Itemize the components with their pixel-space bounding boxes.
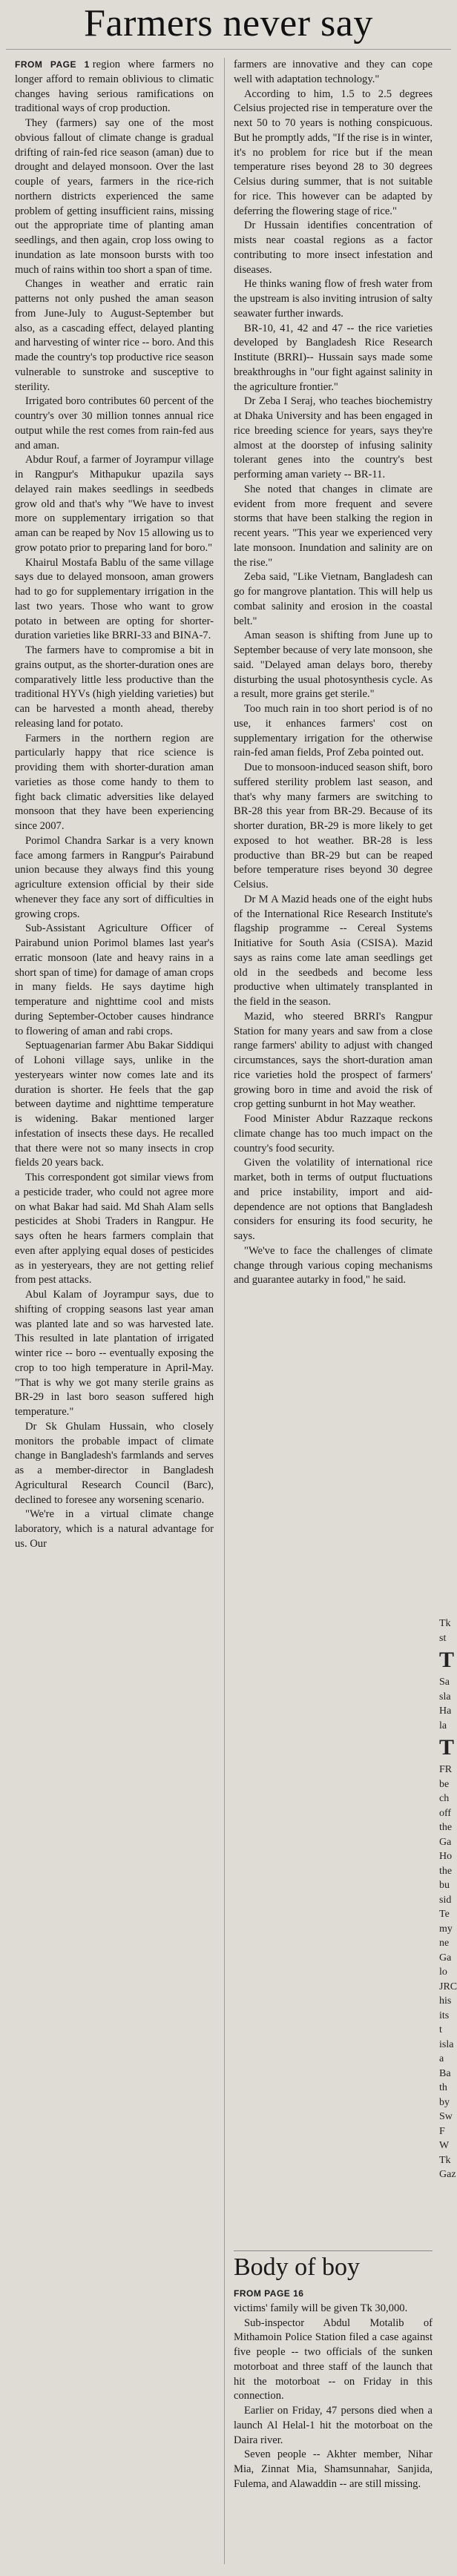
second-story-headline: Body of boy <box>234 2250 433 2282</box>
fragment-line: ne <box>439 1938 450 1949</box>
story-paragraph: According to him, 1.5 to 2.5 degrees Celsius projected rise in temperature over the next 50 to 70 years is nothing conspicuous. But he promptly adds, "If the rise is in winter, it's no problem for rice but if the mean temperature rises beyond 28 to 30 degrees Celsius during summer, that is not suitable for rice. This however can be adapted by deferring the flowering stage of rice." <box>234 87 433 217</box>
fragment-line: JRC <box>439 1981 457 1992</box>
fragment-line: the <box>439 1822 453 1833</box>
fragment-line: his <box>439 1995 452 2007</box>
fragment-line: Ba <box>439 2067 451 2079</box>
story-paragraph: Irrigated boro contributes 60 percent of the country's over 30 million tonnes annual rice output while the rest comes from rain-fed aus and aman. <box>15 395 214 452</box>
story-paragraph: Sub-Assistant Agriculture Officer of Pairabund union Porimol blames last year's erratic monsoon (late and heavy rains in a short span of time) for damage of aman crops in many fields. He says daytime high temperature and nighttime cool and mists during September-October causes hindrance to flowering of aman and rabi crops. <box>15 922 214 1037</box>
fragment-line: Ga <box>439 1836 452 1848</box>
fragment-line: F <box>439 2125 445 2137</box>
fragment-line: Sw <box>439 2111 453 2122</box>
fragment-line: la <box>439 1720 447 1731</box>
story-column-left <box>15 58 214 1552</box>
story-paragraph: farmers are innovative and they can cope well with adaptation technology." <box>234 59 433 85</box>
fragment-line: W <box>439 2140 450 2151</box>
story-paragraph: She noted that changes in climate are evident from more frequent and severe storms that have been stalking the region in recent years. "This year we experienced very late monsoon. Inundation and salinity are on the rise." <box>234 483 433 569</box>
story-paragraph: victims' family will be given Tk 30,000. <box>234 2302 408 2314</box>
story-paragraph: Sub-inspector Abdul Motalib of Mithamoin Police Station filed a case against five people -- two officials of the sunken motorboat and three staff of the launch that hit the motorboat -- on Friday in this connection. <box>234 2316 433 2402</box>
story-paragraph: FROM PAGE 1 region where farmers no longer afford to remain oblivious to climatic changes having serious ramifications on traditional ways of crop production. <box>15 59 214 115</box>
fragment-line: sla <box>439 1691 451 1703</box>
fragment-line: FR <box>439 1764 453 1775</box>
story-paragraph: Abdur Rouf, a farmer of Joyrampur village in Rangpur's Mithapukur upazila says delayed rain makes seedlings in seedbeds grow old and that's why "We have to invest more on supplementary irrigation so that aman can be reaped by Nov 15 allowing us to grow potato prior to preparing land for boro." <box>15 454 214 554</box>
second-story <box>234 2250 433 2492</box>
story-paragraph: Septuagenarian farmer Abu Bakar Siddiqui of Lohoni village says, unlike in the yesteryears winter now comes late and its duration is shorter. He feels that the gap between daytime and nighttime temperature is widening. Bakar mentioned larger infestation of insects these days. He recalled that there were not so many insects in crop fields 20 years back. <box>15 1040 214 1169</box>
fragment-line: the <box>439 1865 453 1877</box>
story-paragraph: Aman season is shifting from June up to September because of very late monsoon, she said. "Delayed aman delays boro, thereby disturbing the usual photosynthesis cycle. As a result, more grains get sterile." <box>234 630 433 701</box>
column-divider <box>224 58 225 2564</box>
story-paragraph: Zeba said, "Like Vietnam, Bangladesh can go for mangrove plantation. This will help us combat salinity and erosion in the coastal belt." <box>234 571 433 627</box>
fragment-line: my <box>439 1923 453 1935</box>
fragment-line: by <box>439 2096 450 2108</box>
story-paragraph: The farmers have to compromise a bit in grains output, as the shorter-duration ones are comparatively little less productive than the traditional HYVs (high yielding varieties) but can be harvested a month ahead, thereby releasing land for potato. <box>15 644 214 730</box>
story-paragraph: Khairul Mostafa Bablu of the same village says due to delayed monsoon, aman growers had to go for supplementary irrigation in the last two years. Those who want to grow potato in between are opting for shorter-duration varieties like BRRI-33 and BINA-7. <box>15 556 214 642</box>
story-paragraph: Due to monsoon-induced season shift, boro suffered sterility problem last season, and that's why many farmers are switching to BR-28 this year from BR-29. Because of its shorter duration, BR-29 is more likely to get exposed to hot weather. BR-28 is less productive than BR-29 but can be reaped before temperature rises beyond 30 degree Celsius. <box>234 762 433 891</box>
fragment-line: Tk <box>439 2154 451 2166</box>
story-paragraph: Changes in weather and erratic rain patterns not only pushed the aman season from June-July to August-September but also, as a cascading effect, delayed planting and harvesting of winter rice -- boro. And this made the country's top productive rice season vulnerable to sunstroke and susceptive to sterility. <box>15 278 214 393</box>
fragment-line: off <box>439 1807 452 1819</box>
story-paragraph: BR-10, 41, 42 and 47 -- the rice varieties developed by Bangladesh Rice Research Institute (BRRI)-- Hussain says made some breakthroughs in "our fight against salinity in the agriculture frontier." <box>234 322 433 393</box>
story-paragraph: Dr M A Mazid heads one of the eight hubs of the International Rice Research Institute's flagship programme -- Cereal Systems Initiative for South Asia (CSISA). Mazid says as rains come late aman seedlings get old in the seedbeds and become less productive when ultimately transplanted in the field in the season. <box>234 893 433 1008</box>
fragment-line: th <box>439 2082 447 2093</box>
fragment-line: its <box>439 2009 450 2021</box>
fragment-line: Ha <box>439 1705 452 1717</box>
continuation-kicker: FROM PAGE 16 <box>234 2288 304 2299</box>
fragment-line: a <box>439 2053 444 2064</box>
story-paragraph <box>234 2287 433 2302</box>
story-paragraph: This correspondent got similar views from a pesticide trader, who could not agree more on what Bakar had said. Md Shah Alam sells pesticides at Shobi Traders in Rangpur. He says often he hears farmers complain that even after applying equal doses of pesticides as in yesteryears, they are not getting relief from pest attacks. <box>15 1172 214 1287</box>
fragment-line: lo <box>439 1966 447 1978</box>
fragment-line: be <box>439 1778 450 1790</box>
story-paragraph: He thinks waning flow of fresh water from the upstream is also inviting intrusion of salty seawater further inwards. <box>234 278 433 320</box>
fragment-line: Sa <box>439 1677 450 1688</box>
fragment-line: t <box>439 2024 442 2035</box>
story-paragraph: Porimol Chandra Sarkar is a very known face among farmers in Rangpur's Pairabund union because they always find this young agriculture extension official by their side whenever they face any sort of difficulties in growing crops. <box>15 834 214 920</box>
story-paragraph: Earlier on Friday, 47 persons died when a launch Al Helal-1 hit the motorboat on the Daira river. <box>234 2405 433 2446</box>
fragment-line: Gaz <box>439 2169 456 2180</box>
fragment-line: Ho <box>439 1851 453 1862</box>
story-paragraph: Dr Zeba I Seraj, who teaches biochemistry at Dhaka University and has been engaged in rice breeding science for years, says they're almost at the doorstep of infusing salinity tolerant genes into the country's best performing aman variety -- BR-11. <box>234 395 433 480</box>
fragment-line: T <box>439 1648 455 1672</box>
story-paragraph: Dr Hussain identifies concentration of mists near coastal regions as a factor contributing to more insect infestation and diseases. <box>234 219 433 276</box>
story-paragraph: Too much rain in too short period is of no use, it enhances farmers' cost on supplementary irrigation for the otherwise rain-fed aman fields, Prof Zeba pointed out. <box>234 703 433 759</box>
fragment-line: sid <box>439 1894 452 1906</box>
story-paragraph: Given the volatility of international rice market, both in terms of output fluctuations and price instability, import and aid-dependence are not options that Bangladesh considers for ensuring its food security, he says. <box>234 1157 433 1242</box>
story-paragraph: They (farmers) say one of the most obvious fallout of climate change is gradual drifting of rain-fed rice season (aman) due to drought and delayed monsoon. Over the last couple of years, farmers in the rice-rich northern districts experienced the same problem of getting insufficient rains, missing out the appropriate time of planting aman seedlings, and then again, crop loss owing to inundation as late monsoon bursts with too much of rains within too short a span of time. <box>15 117 214 276</box>
fragment-line: Te <box>439 1909 450 1920</box>
story-paragraph: Seven people -- Akhter member, Nihar Mia, Zinnat Mia, Shamsunnahar, Sanjida, Fulema, and Alawaddin -- are still missing. <box>234 2448 433 2490</box>
story-headline: Farmers never say <box>6 1 451 50</box>
story-paragraph: "We're in a virtual climate change laboratory, which is a natural advantage for us. Our <box>15 1508 214 1550</box>
fragment-line: st <box>439 1632 447 1644</box>
fragment-line: bu <box>439 1880 450 1891</box>
fragment-line: isla <box>439 2038 454 2050</box>
fragment-line: T <box>439 1735 455 1760</box>
continuation-kicker: FROM PAGE 1 <box>15 59 90 70</box>
fragment-line: Ga <box>439 1952 452 1964</box>
story-paragraph: Food Minister Abdur Razzaque reckons climate change has too much impact on the country's food security. <box>234 1113 433 1155</box>
story-paragraph: Mazid, who steered BRRI's Rangpur Station for many years and saw from a close range farmers' ability to adjust with changed circumstances, says the short-duration aman rice varieties hold the prospect of farmers' growing boro in time and avoid the risk of crop getting sunburnt in hot May weather. <box>234 1010 433 1111</box>
adjacent-story-fragment <box>439 1616 457 2576</box>
fragment-line: ch <box>439 1793 450 1804</box>
story-column-right <box>234 58 433 1288</box>
story-paragraph: Dr Sk Ghulam Hussain, who closely monitors the probable impact of climate change in Bangladesh's farmlands and serves as a member-director in Bangladesh Agricultural Research Council (Barc), declined to foresee any worsening scenario. <box>15 1420 214 1506</box>
story-paragraph: Farmers in the northern region are particularly happy that rice science is providing them with shorter-duration aman varieties as those come handy to them to fight back climatic adversities like delayed monsoon that they have been experiencing since 2007. <box>15 732 214 832</box>
fragment-line: Tk <box>439 1618 451 1629</box>
story-paragraph: Abul Kalam of Joyrampur says, due to shifting of cropping seasons last year aman was planted late and so was harvested late. This resulted in late plantation of irrigated winter rice -- boro -- eventually exposing the crop to too high temperature in April-May. "That is why we got many sterile grains as BR-29 in last boro season suffered high temperature." <box>15 1289 214 1418</box>
story-paragraph: "We've to face the challenges of climate change through various coping mechanisms and guarantee autarky in food," he said. <box>234 1244 433 1287</box>
